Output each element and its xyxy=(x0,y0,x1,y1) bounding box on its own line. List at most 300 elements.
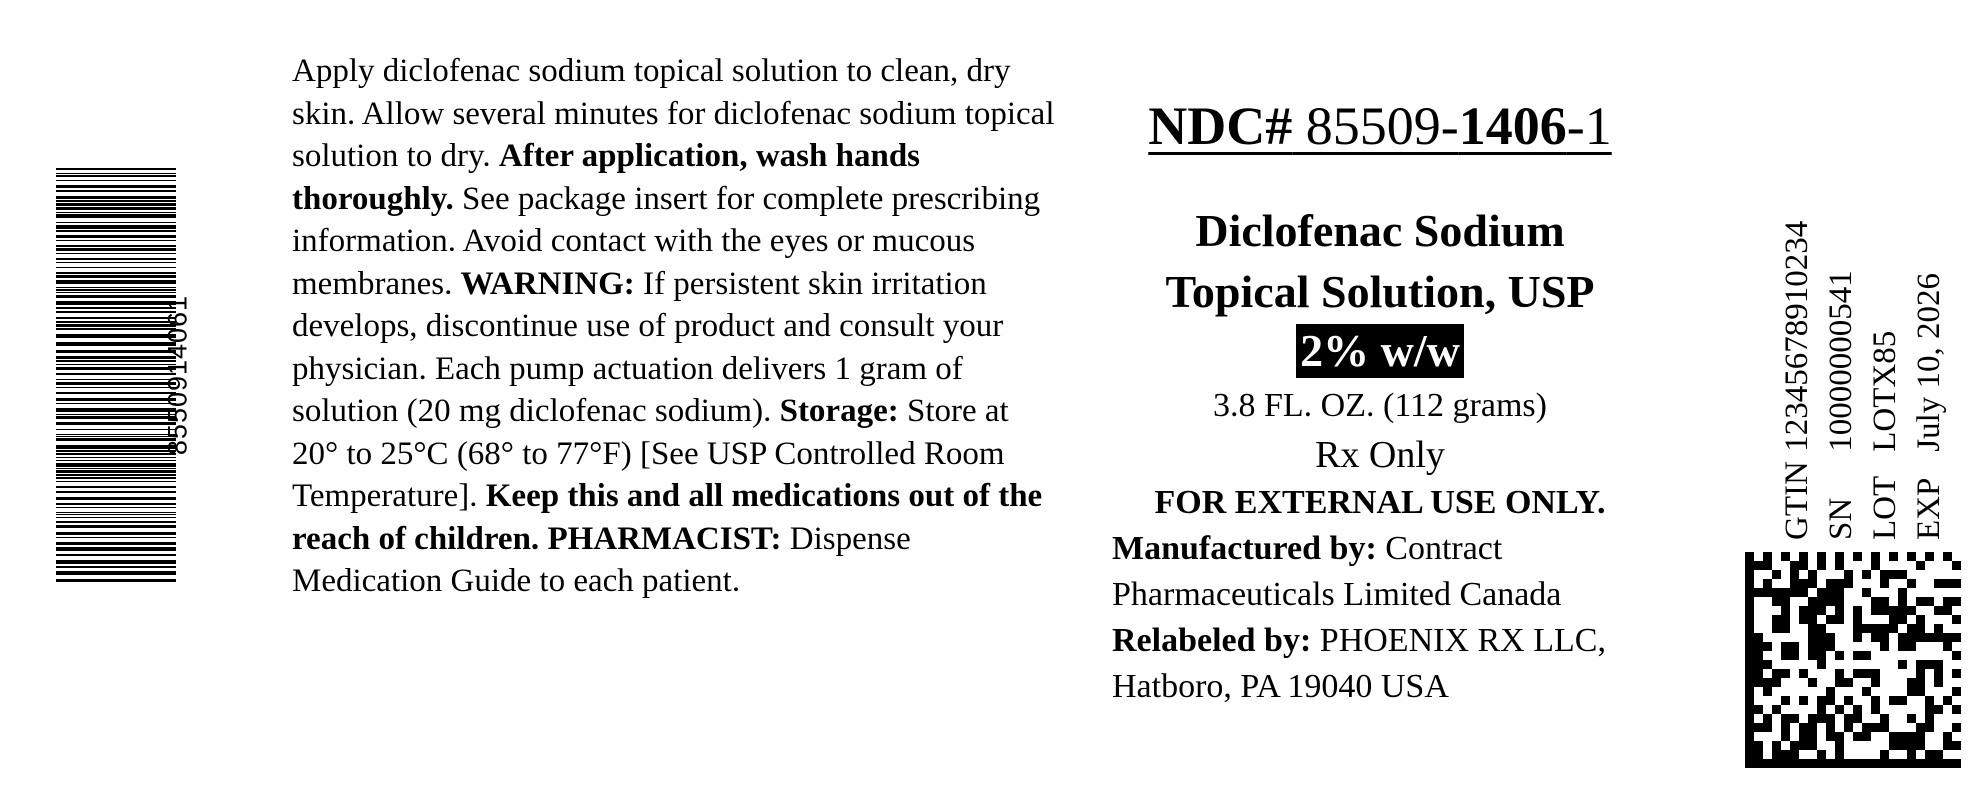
datamatrix-module xyxy=(1907,678,1916,687)
datamatrix-module xyxy=(1907,579,1916,588)
datamatrix-module xyxy=(1817,696,1826,705)
datamatrix-module xyxy=(1880,570,1889,579)
datamatrix-module xyxy=(1799,741,1808,750)
datamatrix-module xyxy=(1889,732,1898,741)
datamatrix-module xyxy=(1781,759,1790,768)
datamatrix-module xyxy=(1925,552,1934,561)
datamatrix-module xyxy=(1871,624,1880,633)
barcode-bar xyxy=(56,311,176,313)
datamatrix-module xyxy=(1745,597,1754,606)
datamatrix-module xyxy=(1763,687,1772,696)
barcode-bar xyxy=(56,262,176,263)
barcode-bar xyxy=(56,474,176,476)
sn-label: SN xyxy=(1823,497,1859,540)
datamatrix-module xyxy=(1835,750,1844,759)
datamatrix-module xyxy=(1826,687,1835,696)
datamatrix-module xyxy=(1871,633,1880,642)
datamatrix-module xyxy=(1952,633,1961,642)
datamatrix-module xyxy=(1853,669,1862,678)
datamatrix-module xyxy=(1862,570,1871,579)
external-use-warning: FOR EXTERNAL USE ONLY. xyxy=(1154,484,1606,521)
datamatrix-module xyxy=(1790,741,1799,750)
datamatrix-module xyxy=(1772,597,1781,606)
datamatrix-module xyxy=(1835,705,1844,714)
barcode-number: 8550914061 xyxy=(162,294,193,456)
barcode-bar xyxy=(56,521,176,523)
datamatrix-module xyxy=(1862,588,1871,597)
datamatrix-module xyxy=(1871,759,1880,768)
barcode-bar xyxy=(56,450,176,452)
datamatrix-module xyxy=(1745,579,1754,588)
barcode-bar xyxy=(56,373,176,375)
datamatrix-module xyxy=(1952,579,1961,588)
datamatrix-module xyxy=(1817,759,1826,768)
datamatrix-module xyxy=(1844,723,1853,732)
barcode-bar xyxy=(56,491,176,493)
datamatrix-module xyxy=(1763,552,1772,561)
datamatrix-module xyxy=(1916,624,1925,633)
datamatrix-module xyxy=(1925,633,1934,642)
datamatrix-module xyxy=(1817,588,1826,597)
datamatrix-module xyxy=(1880,759,1889,768)
datamatrix-module xyxy=(1952,597,1961,606)
datamatrix-module xyxy=(1862,732,1871,741)
datamatrix-module xyxy=(1745,615,1754,624)
datamatrix-module xyxy=(1754,660,1763,669)
datamatrix-module xyxy=(1817,606,1826,615)
barcode-bar xyxy=(56,307,176,309)
barcode-bar xyxy=(56,503,176,505)
datamatrix-module xyxy=(1880,606,1889,615)
datamatrix-module xyxy=(1754,705,1763,714)
datamatrix-module xyxy=(1745,606,1754,615)
datamatrix-module xyxy=(1754,669,1763,678)
datamatrix-module xyxy=(1754,741,1763,750)
datamatrix-module xyxy=(1952,561,1961,570)
datamatrix-module xyxy=(1871,606,1880,615)
datamatrix-module xyxy=(1871,597,1880,606)
datamatrix-module xyxy=(1898,615,1907,624)
manufacturer-info xyxy=(1112,526,1660,710)
manufactured-label: Manufactured by: xyxy=(1112,530,1377,567)
datamatrix-module xyxy=(1754,723,1763,732)
datamatrix-module xyxy=(1907,633,1916,642)
datamatrix-module xyxy=(1880,723,1889,732)
barcode-bar xyxy=(56,356,176,359)
datamatrix-module xyxy=(1745,561,1754,570)
datamatrix-module xyxy=(1916,723,1925,732)
datamatrix-module xyxy=(1808,579,1817,588)
datamatrix-module xyxy=(1943,696,1952,705)
datamatrix-module xyxy=(1745,714,1754,723)
datamatrix-module xyxy=(1907,552,1916,561)
datamatrix-module xyxy=(1925,696,1934,705)
datamatrix-module xyxy=(1754,642,1763,651)
exp-row xyxy=(1907,272,1951,540)
datamatrix-module xyxy=(1817,660,1826,669)
datamatrix-module xyxy=(1907,642,1916,651)
barcode-bar xyxy=(56,379,176,380)
relabeled-label: Relabeled by: xyxy=(1112,622,1312,659)
datamatrix-module xyxy=(1880,642,1889,651)
datamatrix-module xyxy=(1952,615,1961,624)
datamatrix-module xyxy=(1880,597,1889,606)
datamatrix-module xyxy=(1898,660,1907,669)
datamatrix-module xyxy=(1799,696,1808,705)
datamatrix-module xyxy=(1745,696,1754,705)
datamatrix-module xyxy=(1835,552,1844,561)
datamatrix-module xyxy=(1826,723,1835,732)
datamatrix-module xyxy=(1853,615,1862,624)
barcode-bar xyxy=(56,324,176,327)
datamatrix-module xyxy=(1781,597,1790,606)
barcode-bar xyxy=(56,571,176,575)
datamatrix-module xyxy=(1835,732,1844,741)
barcode-bar xyxy=(56,470,176,473)
datamatrix-module xyxy=(1817,705,1826,714)
barcode-bar xyxy=(56,258,176,260)
datamatrix-module xyxy=(1754,678,1763,687)
datamatrix-module xyxy=(1799,579,1808,588)
datamatrix-module xyxy=(1916,759,1925,768)
datamatrix-module xyxy=(1790,642,1799,651)
datamatrix-module xyxy=(1925,660,1934,669)
datamatrix-module xyxy=(1916,597,1925,606)
datamatrix-module xyxy=(1880,750,1889,759)
datamatrix-module xyxy=(1907,732,1916,741)
datamatrix-module xyxy=(1799,669,1808,678)
barcode-bar xyxy=(56,301,176,305)
serialization-info xyxy=(1775,220,1972,540)
barcode-bar xyxy=(56,525,176,528)
datamatrix-module xyxy=(1880,714,1889,723)
ndc-number xyxy=(1100,88,1660,164)
barcode-bar xyxy=(56,547,176,551)
datamatrix-module xyxy=(1799,759,1808,768)
ndc-labeler: 85509- xyxy=(1292,96,1459,156)
barcode-bar xyxy=(56,514,176,515)
datamatrix-module xyxy=(1772,741,1781,750)
barcode-bar xyxy=(56,445,176,449)
barcode-bar xyxy=(56,207,176,210)
datamatrix-module xyxy=(1790,588,1799,597)
barcode-bar xyxy=(56,240,176,241)
datamatrix-module xyxy=(1916,678,1925,687)
barcode-bar xyxy=(56,350,176,353)
datamatrix-module xyxy=(1808,606,1817,615)
datamatrix-module xyxy=(1745,759,1754,768)
datamatrix-module xyxy=(1853,714,1862,723)
datamatrix-module xyxy=(1853,651,1862,660)
lot-value: LOTX85 xyxy=(1867,330,1903,452)
datamatrix-module xyxy=(1862,624,1871,633)
datamatrix-module xyxy=(1889,606,1898,615)
barcode-bar xyxy=(56,382,176,385)
barcode-bar xyxy=(56,287,176,288)
datamatrix-module xyxy=(1853,624,1862,633)
barcode-bar xyxy=(56,196,176,199)
datamatrix-module xyxy=(1943,633,1952,642)
datamatrix-module xyxy=(1889,759,1898,768)
datamatrix-module xyxy=(1763,579,1772,588)
barcode-bar xyxy=(56,453,176,455)
datamatrix-module xyxy=(1745,642,1754,651)
barcode-bar xyxy=(56,517,176,518)
datamatrix-module xyxy=(1835,669,1844,678)
datamatrix-module xyxy=(1799,606,1808,615)
volume-text: 3.8 FL. OZ. (112 grams) xyxy=(1213,387,1547,424)
barcode-bar xyxy=(56,334,176,338)
lot-label: LOT xyxy=(1867,475,1903,540)
barcode-bar xyxy=(56,542,176,545)
datamatrix-code xyxy=(1745,552,1961,768)
datamatrix-module xyxy=(1916,687,1925,696)
datamatrix-module xyxy=(1844,678,1853,687)
barcode-bar xyxy=(56,554,176,556)
datamatrix-module xyxy=(1817,714,1826,723)
datamatrix-module xyxy=(1889,696,1898,705)
datamatrix-module xyxy=(1934,669,1943,678)
datamatrix-module xyxy=(1772,759,1781,768)
barcode-bar xyxy=(56,460,176,461)
datamatrix-module xyxy=(1871,552,1880,561)
datamatrix-module xyxy=(1871,723,1880,732)
relabeler-name: PHOENIX RX LLC, Hatboro, PA 19040 USA xyxy=(1112,622,1606,705)
datamatrix-module xyxy=(1808,570,1817,579)
barcode-bar xyxy=(56,321,176,323)
datamatrix-module xyxy=(1754,588,1763,597)
datamatrix-module xyxy=(1925,723,1934,732)
datamatrix-module xyxy=(1943,597,1952,606)
datamatrix-module xyxy=(1916,561,1925,570)
barcode-bar xyxy=(56,560,176,564)
datamatrix-module xyxy=(1916,615,1925,624)
datamatrix-module xyxy=(1916,669,1925,678)
datamatrix-module xyxy=(1745,705,1754,714)
datamatrix-module xyxy=(1952,687,1961,696)
datamatrix-module xyxy=(1790,561,1799,570)
gtin-label: GTIN xyxy=(1779,461,1815,540)
warning-text: If persistent skin irritation develops, discontinue use of product and consult your physician. Each pump actuation delivers 1 gram of solution (20 mg diclofenac sodium). xyxy=(292,265,1004,429)
datamatrix-module xyxy=(1754,651,1763,660)
datamatrix-module xyxy=(1808,597,1817,606)
datamatrix-module xyxy=(1853,759,1862,768)
datamatrix-module xyxy=(1952,723,1961,732)
barcode-bar xyxy=(56,364,176,365)
barcode-bar xyxy=(56,190,176,192)
datamatrix-module xyxy=(1808,624,1817,633)
datamatrix-module xyxy=(1898,633,1907,642)
datamatrix-module xyxy=(1763,660,1772,669)
datamatrix-module xyxy=(1844,759,1853,768)
datamatrix-module xyxy=(1898,570,1907,579)
datamatrix-module xyxy=(1754,750,1763,759)
datamatrix-module xyxy=(1808,723,1817,732)
datamatrix-module xyxy=(1772,570,1781,579)
datamatrix-module xyxy=(1844,696,1853,705)
datamatrix-module xyxy=(1826,615,1835,624)
barcode-bar xyxy=(56,222,176,223)
sn-value: 10000000541 xyxy=(1823,270,1859,452)
datamatrix-module xyxy=(1781,552,1790,561)
datamatrix-module xyxy=(1745,660,1754,669)
datamatrix-module xyxy=(1835,597,1844,606)
datamatrix-module xyxy=(1952,705,1961,714)
barcode-bar xyxy=(56,537,176,538)
datamatrix-module xyxy=(1763,759,1772,768)
barcode-bar xyxy=(56,579,176,582)
datamatrix-module xyxy=(1745,723,1754,732)
datamatrix-module xyxy=(1763,714,1772,723)
datamatrix-module xyxy=(1898,741,1907,750)
datamatrix-module xyxy=(1790,750,1799,759)
datamatrix-module xyxy=(1763,561,1772,570)
directions-insert: See package insert for complete prescribing information. Avoid contact with the eyes or mucous membranes. xyxy=(292,180,1041,302)
datamatrix-module xyxy=(1781,714,1790,723)
datamatrix-module xyxy=(1808,678,1817,687)
barcode-bar xyxy=(56,253,176,254)
datamatrix-module xyxy=(1835,615,1844,624)
barcode-bar xyxy=(56,168,176,170)
barcode-bar xyxy=(56,457,176,458)
datamatrix-module xyxy=(1745,633,1754,642)
datamatrix-module xyxy=(1898,606,1907,615)
datamatrix-module xyxy=(1754,561,1763,570)
datamatrix-module xyxy=(1772,669,1781,678)
datamatrix-module xyxy=(1835,561,1844,570)
barcode-bar xyxy=(56,280,176,284)
barcode-bar xyxy=(56,367,176,370)
barcode-bar xyxy=(56,317,176,319)
datamatrix-module xyxy=(1763,642,1772,651)
datamatrix-module xyxy=(1763,678,1772,687)
datamatrix-module xyxy=(1844,579,1853,588)
barcode-bar xyxy=(56,225,176,229)
datamatrix-module xyxy=(1745,741,1754,750)
datamatrix-module xyxy=(1934,705,1943,714)
datamatrix-module xyxy=(1853,705,1862,714)
datamatrix-module xyxy=(1925,705,1934,714)
datamatrix-module xyxy=(1916,732,1925,741)
datamatrix-module xyxy=(1898,732,1907,741)
barcode-bar xyxy=(56,566,176,568)
datamatrix-module xyxy=(1952,759,1961,768)
barcode-bar xyxy=(56,185,176,188)
datamatrix-module xyxy=(1871,705,1880,714)
datamatrix-module xyxy=(1781,723,1790,732)
datamatrix-module xyxy=(1763,723,1772,732)
datamatrix-module xyxy=(1745,732,1754,741)
datamatrix-module xyxy=(1925,759,1934,768)
barcode-bar xyxy=(56,422,176,425)
datamatrix-module xyxy=(1862,651,1871,660)
barcode-bar xyxy=(56,468,176,469)
datamatrix-module xyxy=(1808,615,1817,624)
datamatrix-module xyxy=(1952,651,1961,660)
datamatrix-module xyxy=(1745,678,1754,687)
barcode-bar xyxy=(56,214,176,218)
barcode-bar xyxy=(56,398,176,401)
datamatrix-module xyxy=(1934,759,1943,768)
datamatrix-module xyxy=(1934,606,1943,615)
keep-away-text: Keep this and all medications out of the reach of children. xyxy=(292,478,1043,557)
datamatrix-module xyxy=(1943,552,1952,561)
datamatrix-module xyxy=(1934,579,1943,588)
datamatrix-module xyxy=(1862,759,1871,768)
datamatrix-module xyxy=(1943,606,1952,615)
datamatrix-module xyxy=(1808,642,1817,651)
directions-text xyxy=(292,50,1062,603)
datamatrix-module xyxy=(1781,606,1790,615)
datamatrix-module xyxy=(1817,552,1826,561)
barcode-bar xyxy=(56,481,176,482)
barcode-bar xyxy=(56,403,176,404)
datamatrix-module xyxy=(1745,687,1754,696)
pharmacist-text: Dispense Medication Guide to each patient. xyxy=(292,520,911,599)
datamatrix-module xyxy=(1745,552,1754,561)
datamatrix-module xyxy=(1898,588,1907,597)
barcode-bar xyxy=(56,342,176,346)
barcode-image xyxy=(56,168,176,584)
product-panel xyxy=(1100,78,1660,710)
datamatrix-module xyxy=(1871,669,1880,678)
datamatrix-module xyxy=(1808,633,1817,642)
datamatrix-module xyxy=(1835,588,1844,597)
datamatrix-module xyxy=(1907,714,1916,723)
barcode-bar xyxy=(56,180,176,181)
datamatrix-module xyxy=(1934,678,1943,687)
datamatrix-module xyxy=(1835,579,1844,588)
datamatrix-module xyxy=(1907,741,1916,750)
barcode-bar xyxy=(56,235,176,238)
datamatrix-module xyxy=(1880,624,1889,633)
datamatrix-module xyxy=(1745,651,1754,660)
ndc-package-code: -1 xyxy=(1566,96,1612,156)
barcode-bar xyxy=(56,173,176,174)
barcode-bar xyxy=(56,360,176,362)
barcode-bar xyxy=(56,230,176,232)
datamatrix-module xyxy=(1826,714,1835,723)
datamatrix-module xyxy=(1916,660,1925,669)
datamatrix-module xyxy=(1799,615,1808,624)
gtin-row xyxy=(1775,220,1819,540)
datamatrix-module xyxy=(1835,651,1844,660)
datamatrix-module xyxy=(1817,750,1826,759)
barcode-bar xyxy=(56,512,176,513)
datamatrix-module xyxy=(1781,750,1790,759)
datamatrix-module xyxy=(1871,678,1880,687)
datamatrix-module xyxy=(1943,741,1952,750)
barcode-bar xyxy=(56,245,176,247)
datamatrix-module xyxy=(1781,669,1790,678)
product-name-line1: Diclofenac Sodium xyxy=(1195,205,1565,256)
barcode-bar xyxy=(56,275,176,278)
datamatrix-module xyxy=(1898,759,1907,768)
datamatrix-module xyxy=(1817,624,1826,633)
lot-row xyxy=(1863,320,1907,540)
datamatrix-module xyxy=(1916,741,1925,750)
datamatrix-module xyxy=(1745,750,1754,759)
datamatrix-module xyxy=(1763,588,1772,597)
storage-label: Storage: xyxy=(779,393,899,429)
datamatrix-module xyxy=(1826,759,1835,768)
datamatrix-module xyxy=(1907,624,1916,633)
barcode-bar xyxy=(56,434,176,435)
product-name xyxy=(1100,200,1660,322)
barcode-bar xyxy=(56,408,176,412)
ndc-prefix: NDC# xyxy=(1148,96,1293,156)
directions-paragraph xyxy=(292,50,1062,603)
